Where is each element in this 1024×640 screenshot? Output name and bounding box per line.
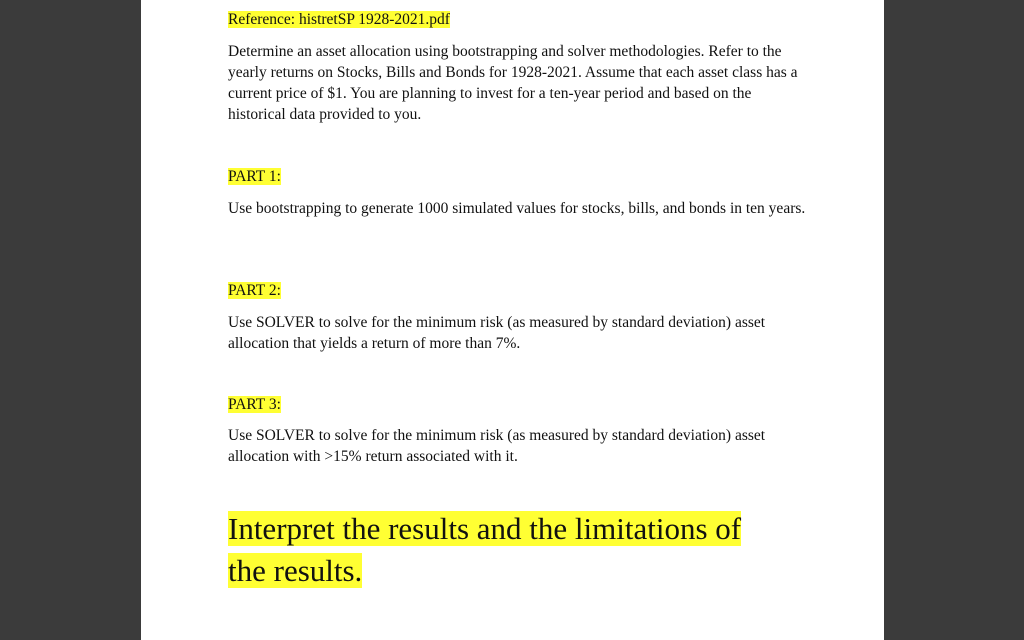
part-3-label: PART 3: <box>228 396 281 413</box>
intro-paragraph: Determine an asset allocation using bootstrapping and solver methodologies. Refer to the yearly returns on Stocks, Bills and Bonds for 1928-2021. Assume that each asset class has a current price of $1. You are planning to invest for a ten-year period and based on the historical data provided to you. <box>228 43 798 123</box>
reference-text: Reference: histretSP 1928-2021.pdf <box>228 11 450 28</box>
part-2-label: PART 2: <box>228 282 281 299</box>
part-2-heading <box>228 280 281 302</box>
part-3-heading <box>228 394 281 416</box>
part-1-label: PART 1: <box>228 168 281 185</box>
part-1-text: Use bootstrapping to generate 1000 simulated values for stocks, bills, and bonds in ten years. <box>228 200 806 217</box>
part-3-text: Use SOLVER to solve for the minimum risk (as measured by standard deviation) asset allocation with >15% return associated with it. <box>228 427 766 465</box>
part-1-heading <box>228 166 281 188</box>
reference-line <box>228 9 450 31</box>
document-page[interactable] <box>141 0 884 640</box>
interpret-heading <box>228 508 828 592</box>
part-2-text: Use SOLVER to solve for the minimum risk (as measured by standard deviation) asset allocation that yields a return of more than 7%. <box>228 314 766 352</box>
interpret-line-2: the results. <box>228 553 363 588</box>
interpret-line-1: Interpret the results and the limitations of <box>228 511 742 546</box>
